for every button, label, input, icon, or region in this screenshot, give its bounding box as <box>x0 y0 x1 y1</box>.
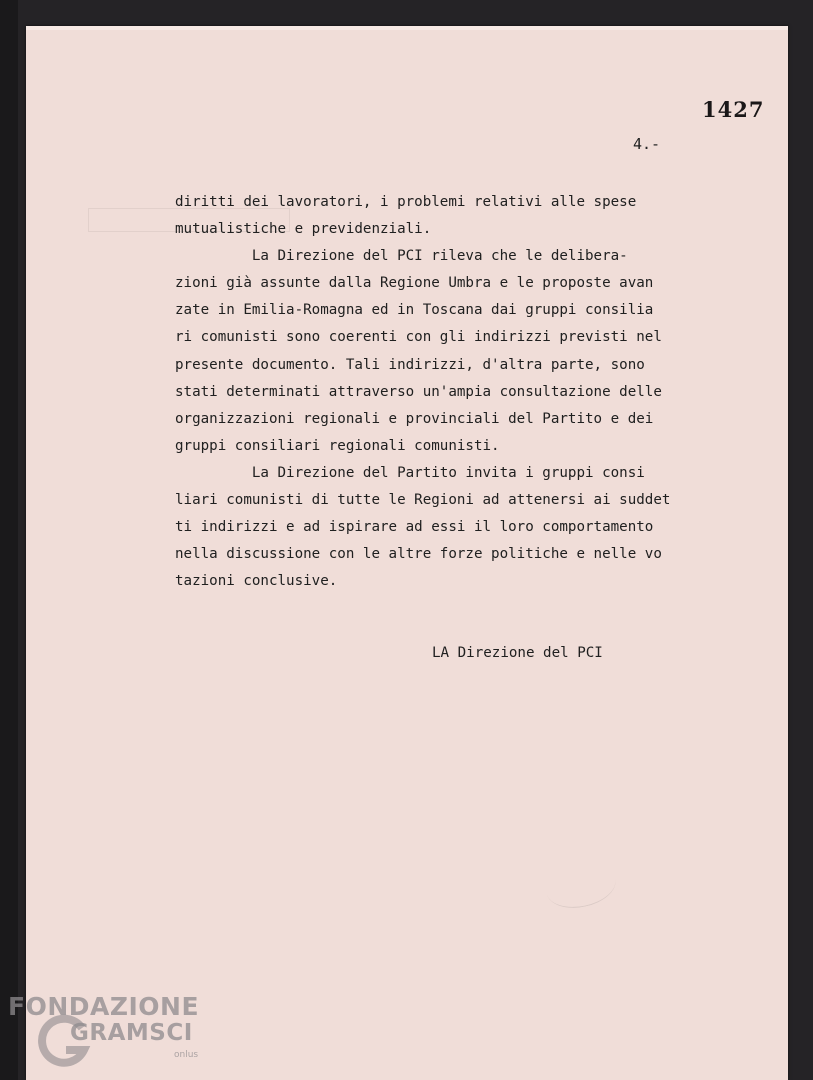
body-line: diritti dei lavoratori, i problemi relativi alle spese <box>175 194 637 210</box>
body-line: ti indirizzi e ad ispirare ad essi il loro comportamento <box>175 519 654 536</box>
body-line: liari comunisti di tutte le Regioni ad attenersi ai suddet <box>175 492 671 509</box>
body-line: stati determinati attraverso un'ampia consultazione delle <box>175 383 662 400</box>
page-number: 1427 <box>702 97 765 122</box>
body-line: La Direzione del PCI rileva che le delibera- <box>175 248 628 265</box>
body-line: presente documento. Tali indirizzi, d'altra parte, sono <box>175 356 645 373</box>
sheet-number: 4.- <box>633 135 661 153</box>
body-line: organizzazioni regionali e provinciali del Partito e dei <box>175 410 654 427</box>
body-line: La Direzione del Partito invita i gruppi consi <box>175 464 645 481</box>
body-line: ri comunisti sono coerenti con gli indirizzi previsti nel <box>175 329 662 346</box>
fondazione-gramsci-watermark <box>8 992 228 1072</box>
body-line: mutualistiche e previdenziali. <box>175 221 432 238</box>
signature-line: LA Direzione del PCI <box>432 645 603 661</box>
watermark-line-1: FONDAZIONE <box>8 992 200 1021</box>
watermark-line-2: GRAMSCI <box>70 1020 193 1046</box>
body-line: tazioni conclusive. <box>175 573 338 590</box>
body-line: gruppi consiliari regionali comunisti. <box>175 437 500 454</box>
scanner-background-strip <box>0 0 18 1080</box>
body-line: zioni già assunte dalla Regione Umbra e le proposte avan <box>175 275 654 292</box>
watermark-onlus: onlus <box>174 1050 199 1060</box>
bleed-through-signature-mark <box>543 859 620 914</box>
paper-top-edge <box>26 26 788 30</box>
body-line: zate in Emilia-Romagna ed in Toscana dai gruppi consilia <box>175 302 654 319</box>
body-line: nella discussione con le altre forze politiche e nelle vo <box>175 546 662 563</box>
document-body <box>175 189 735 595</box>
